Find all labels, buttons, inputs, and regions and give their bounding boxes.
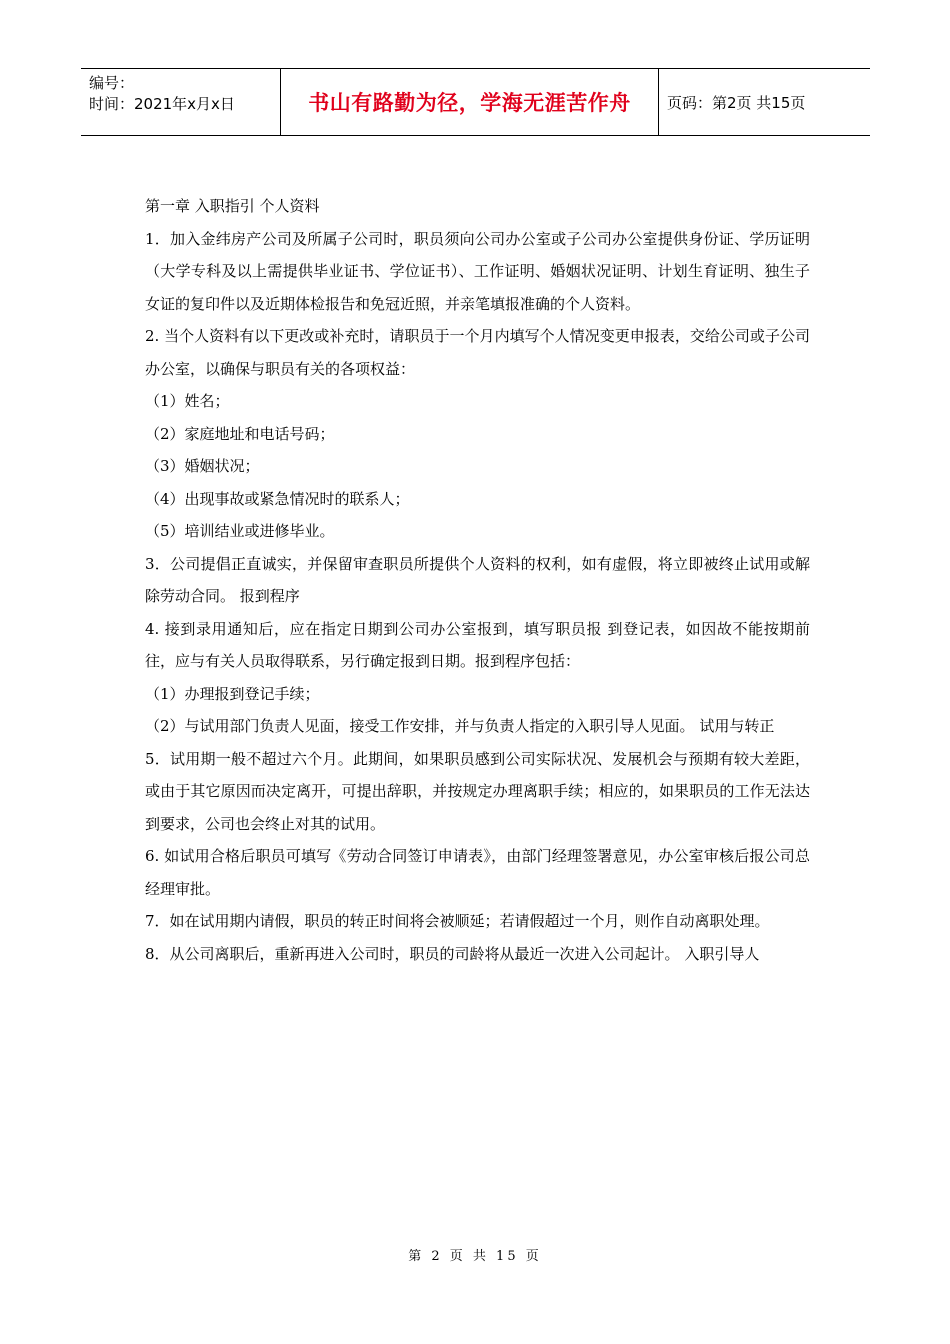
body-paragraph: 3．公司提倡正直诚实，并保留审查职员所提供个人资料的权利，如有虚假，将立即被终止试用或解除劳动合同。 报到程序 bbox=[145, 554, 810, 605]
header-page-info: 页码：第2页 共15页 bbox=[667, 93, 806, 112]
list-item: （2）与试用部门负责人见面，接受工作安排，并与负责人指定的入职引导人见面。 试用与转正 bbox=[145, 717, 775, 735]
list-item: （5）培训结业或进修毕业。 bbox=[145, 522, 335, 540]
chapter-heading: 第一章 入职指引 个人资料 bbox=[145, 197, 320, 215]
body-paragraph: 1．加入金纬房产公司及所属子公司时，职员须向公司办公室或子公司办公室提供身份证、学历证明（大学专科及以上需提供毕业证书、学位证书）、工作证明、婚姻状况证明、计划生育证明、独生子女证的复印件以及近期体检报告和免冠近照，并亲笔填报准确的个人资料。 bbox=[145, 229, 810, 313]
body-paragraph: 2. 当个人资料有以下更改或补充时，请职员于一个月内填写个人情况变更申报表，交给公司或子公司办公室，以确保与职员有关的各项权益： bbox=[145, 327, 810, 378]
page-header bbox=[81, 68, 870, 136]
list-item: （1）姓名； bbox=[145, 392, 230, 410]
list-item: （2）家庭地址和电话号码； bbox=[145, 424, 335, 443]
document-date: 时间：2021年x月x日 bbox=[89, 95, 235, 113]
body-paragraph: 8．从公司离职后，重新再进入公司时，职员的司龄将从最近一次进入公司起计。 入职引导人 bbox=[145, 944, 760, 963]
page-footer: 第 2 页 共 15 页 bbox=[408, 1249, 542, 1264]
body-paragraph: 6. 如试用合格后职员可填写《劳动合同签订申请表》，由部门经理签署意见，办公室审核后报公司总经理审批。 bbox=[145, 847, 810, 898]
document-number-label: 编号： bbox=[89, 74, 135, 92]
list-item: （1）办理报到登记手续； bbox=[145, 684, 320, 703]
body-paragraph: 4. 接到录用通知后，应在指定日期到公司办公室报到，填写职员报 到登记表，如因故不能按期前往，应与有关人员取得联系，另行确定报到日期。报到程序包括： bbox=[145, 619, 810, 670]
list-item: （4）出现事故或紧急情况时的联系人； bbox=[145, 489, 410, 508]
list-item: （3）婚姻状况； bbox=[145, 457, 260, 475]
header-motto: 书山有路勤为径，学海无涯苦作舟 bbox=[281, 69, 659, 135]
header-meta bbox=[81, 69, 281, 135]
document-body bbox=[145, 190, 810, 970]
body-paragraph: 7．如在试用期内请假，职员的转正时间将会被顺延；若请假超过一个月，则作自动离职处理。 bbox=[145, 912, 770, 930]
body-paragraph: 5．试用期一般不超过六个月。此期间，如果职员感到公司实际状况、发展机会与预期有较大差距，或由于其它原因而决定离开，可提出辞职，并按规定办理离职手续；相应的，如果职员的工作无法达到要求，公司也会终止对其的试用。 bbox=[145, 749, 810, 833]
